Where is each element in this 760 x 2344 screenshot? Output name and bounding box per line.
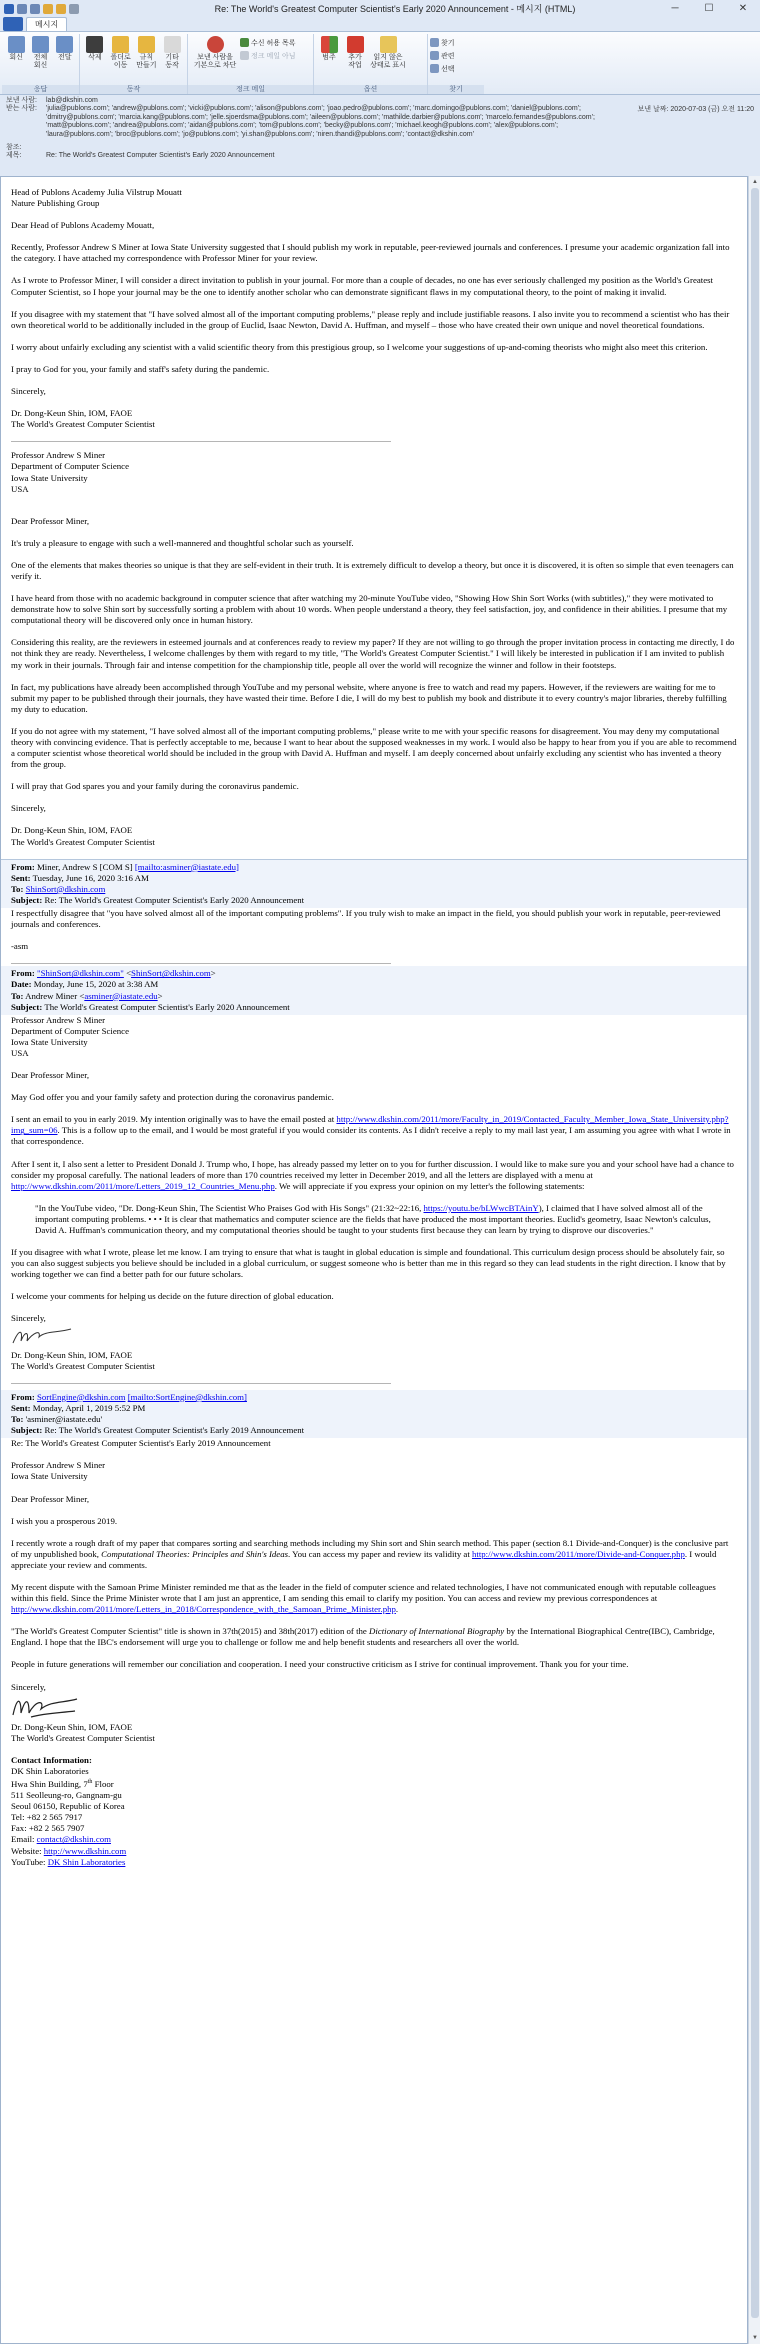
paragraph: Recently, Professor Andrew S Miner at Iowa State University suggested that I should publish my work in reputable, peer-reviewed journals and conferences. I presume your academic organization fall into the category. I have attached my correspondence with Professor Miner for your review. (11, 242, 730, 264)
title-bar (0, 0, 760, 17)
from-row: 보낸 사람: lab@dkshin.com (6, 97, 754, 105)
binoculars-icon (430, 38, 439, 47)
window-title: Re: The World's Greatest Computer Scientist's Early 2020 Announcement - 메시지 (HTML) (214, 4, 576, 14)
signature: Dr. Dong-Keun Shin, IOM, FAOE The World's Greatest Computer Scientist (11, 1721, 155, 1743)
ribbon-group-label: 동작 (80, 85, 187, 94)
envelope-icon (380, 36, 397, 53)
cc-row: 참조: (6, 144, 22, 152)
signature: Dr. Dong-Keun Shin, IOM, FAOE The World's Greatest Computer Scientist (11, 408, 155, 430)
cursor-icon (430, 64, 439, 73)
rule-icon (138, 36, 155, 53)
paragraph: I respectfully disagree that "you have solved almost all of the important computing problems". If you truly wish to make an impact in the field, you should publish your work in reputable, peer-reviewed journals and conferences. (11, 908, 721, 930)
ribbon-group-find (428, 34, 484, 94)
mark-unread-button[interactable]: 읽지 않은 상태로 표시 (368, 34, 408, 94)
ribbon-group-label: 옵션 (314, 85, 427, 94)
quoted-header: From: "ShinSort@dkshin.com" <ShinSort@dkshin.com> Date: Monday, June 15, 2020 at 3:38 AM To: Andrew Miner <asminer@iastate.edu> Subject: The World's Greatest Computer Scientist's Early 2020 Announcement (1, 966, 747, 1014)
quoted-header: From: SortEngine@dkshin.com [mailto:SortEngine@dkshin.com] Sent: Monday, April 1, 2019 5:52 PM To: 'asminer@iastate.edu' Subject: Re: The World's Greatest Computer Scientist's Early 2019 Announcement (1, 1390, 747, 1438)
paragraph: May God offer you and your family safety and protection during the coronavirus pandemic. (11, 1092, 334, 1103)
paragraph: If you disagree with my statement that "I have solved almost all of the important computing problems," please reply and include justifiable reasons. I also invite you to recommend a scientist who has their own theoretical world to be additionally included in the group of Euclid, Isaac Newton, David A. Huffman, and myself – those who have created their own unique and novel theoretical foundations. (11, 308, 730, 330)
down-arrow-icon[interactable] (56, 4, 66, 14)
ribbon (0, 31, 760, 95)
paragraph: If you do not agree with my statement, "I have solved almost all of the important computing problems," please write to me with your specific reasons for disagreement. You may deny my computational theory with convincing evidence. That is perfectly acceptable to me, because I want to hear about the supposed weaknesses in my work. I would also be happy to hear from you if you are able to recommend a computer scientist whose theoretical world should be included in the group with David A. Huffman and myself. I am deeply concerned about unfairly excluding any scientist who has invented a theory from the group. (11, 725, 737, 770)
divider (11, 963, 391, 964)
ribbon-group-label: 찾기 (428, 85, 484, 94)
vertical-scrollbar[interactable] (748, 176, 760, 2344)
salutation: Dear Professor Miner, (11, 1070, 90, 1081)
email-link[interactable]: ShinSort@dkshin.com (25, 883, 106, 894)
find-button[interactable]: 찾기 (430, 37, 455, 48)
flag-icon (347, 36, 364, 53)
reply-icon (8, 36, 25, 53)
not-junk-button[interactable]: 정크 메일 아님 (240, 50, 295, 61)
safe-list-icon (240, 38, 249, 47)
salutation: Dear Professor Miner, (11, 1493, 90, 1504)
safe-sender-button[interactable]: 수신 허용 목록 (240, 37, 295, 48)
mailto-link[interactable]: [mailto:SortEngine@dkshin.com] (127, 1391, 247, 1402)
website-link[interactable]: http://www.dkshin.com (43, 1845, 127, 1856)
block-icon (207, 36, 224, 53)
folder-icon (112, 36, 129, 53)
ribbon-group-respond (2, 34, 80, 94)
divide-and-conquer-link[interactable]: http://www.dkshin.com/2011/more/Divide-and-Conquer.php (471, 1548, 685, 1559)
faculty-link[interactable]: http://www.dkshin.com/2011/more/Faculty_in_2019/Contacted_Faculty_Member_Iowa_State_University.php?img_sum=06 (11, 1114, 729, 1136)
letters-menu-link[interactable]: http://www.dkshin.com/2011/more/Letters_2019_12_Countries_Menu.php (11, 1180, 275, 1191)
signature: Dr. Dong-Keun Shin, IOM, FAOE The World's Greatest Computer Scientist (11, 1349, 155, 1371)
category-button[interactable]: 범주 (316, 34, 342, 94)
scrollbar-thumb[interactable] (751, 188, 759, 2318)
contact-email-link[interactable]: contact@dkshin.com (36, 1834, 111, 1845)
document-icon (164, 36, 181, 53)
ribbon-group-label: 정크 메일 (188, 85, 313, 94)
email-link[interactable]: asminer@iastate.edu (84, 990, 158, 1001)
ribbon-tabs (0, 17, 760, 31)
up-arrow-icon[interactable] (43, 4, 53, 14)
closing: Sincerely, (11, 1313, 46, 1324)
paragraph: People in future generations will remember our conciliation and cooperation. I need your constructive criticism as I strive for continual improvement. Thank you for your time. (11, 1659, 629, 1670)
signature: Dr. Dong-Keun Shin, IOM, FAOE The World's Greatest Computer Scientist (11, 825, 155, 847)
salutation: Dear Professor Miner, (11, 515, 90, 526)
related-icon (430, 51, 439, 60)
forward-icon (56, 36, 73, 53)
email-link[interactable]: SortEngine@dkshin.com (36, 1391, 126, 1402)
window-controls (640, 0, 760, 17)
minimize-button[interactable]: ─ (671, 3, 679, 14)
paragraph: "The World's Greatest Computer Scientist" title is shown in 37th(2015) and 38th(2017) edition of the Dictionary of International Biography by the International Biographical Centre(IBC), Cambridge, England. I hope that the IBC's endorsement will urge you to challenge or follow me and help benefit students and researchers all over the world. (11, 1626, 715, 1648)
paragraph: As I wrote to Professor Miner, I will consider a direct invitation to publish in your journal. For more than a couple of decades, no one has ever seriously challenged my position as the World's Greatest Computer Scientist, so I hope your journal may be the one to identify another scholar who can demonstrate significant flaws in my computational theory, to the point of making it invalid. (11, 275, 713, 297)
closing: Sincerely, (11, 386, 46, 397)
paragraph: In fact, my publications have already been accomplished through YouTube and my personal website, where anyone is free to watch and read my papers. However, if the reviewers are waiting for me to submit my paper to be published through their journals, they have wasted their time. Before I die, I will do my best to publish my book and distribute it to every country's major libraries, thereby fulfilling my duty to education. (11, 681, 727, 714)
scroll-down-icon[interactable]: ▼ (752, 2335, 758, 2341)
block-sender-button[interactable]: 보낸 사람을 기본으로 차단 (190, 34, 240, 94)
block-quote: "In the YouTube video, "Dr. Dong-Keun Shin, The Scientist Who Praises God with His Songs" (21:32~22:16, https://youtu.be/bLWwcBTAinY), I claimed that I have solved almost all of the important computing problems. • • • It is clear that mathematics and computer science are the fields that have produced the most important theories. Euclid's geometry, Isaac Newton's calculus, David A. Huffman's communication theory, and my computational theories should be taught to your students first because they can learn by trying to disprove our discoveries." (35, 1202, 711, 1235)
create-rule-button[interactable]: 규칙 만들기 (134, 34, 160, 94)
paragraph: After I sent it, I also sent a letter to President Donald J. Trump who, I hope, has already passed my letter on to you for further discussion. I would like to make sure you and your school have had a chance to consider my proposal carefully. The national leaders of more than 170 countries received my letter in December 2019, and all the letters are displayed with a menu at http://www.dkshin.com/2011/more/Letters_2019_12_Countries_Menu.php. We will appreciate if you express your opinion on my letter's the following statements: (11, 1158, 734, 1191)
ribbon-group-options (314, 34, 428, 94)
recipient-block: Professor Andrew S Miner Department of Computer Science Iowa State University USA (11, 1014, 129, 1058)
reply-all-icon (32, 36, 49, 53)
reply-button[interactable]: 회신 (4, 34, 28, 94)
move-to-folder-button[interactable]: 폴더로 이동 (108, 34, 134, 94)
delete-icon (86, 36, 103, 53)
category-icon (321, 36, 338, 53)
maximize-button[interactable]: ☐ (704, 3, 714, 14)
paragraph: I will pray that God spares you and your family during the coronavirus pandemic. (11, 781, 299, 792)
ribbon-group-junk (188, 34, 314, 94)
paragraph: I welcome your comments for helping us decide on the future direction of global education. (11, 1291, 334, 1302)
close-button[interactable]: ✕ (738, 3, 748, 14)
from-value[interactable]: lab@dkshin.com (46, 97, 98, 104)
closing: Sincerely, (11, 1681, 46, 1692)
undo-icon[interactable] (17, 4, 27, 14)
closing: Sincerely, (11, 803, 46, 814)
quoted-header: From: Miner, Andrew S [COM S] [mailto:asminer@iastate.edu] Sent: Tuesday, June 16, 2020 3:16 AM To: ShinSort@dkshin.com Subject: Re: The World's Greatest Computer Scientist's Early 2020 Announcement (1, 860, 747, 908)
divider (11, 1383, 391, 1384)
ribbon-group-actions (80, 34, 188, 94)
paragraph: It's truly a pleasure to engage with such a well-mannered and thoughtful scholar such as yourself. (11, 537, 354, 548)
paragraph: One of the elements that makes theories so unique is that they are self-evident in their truth. It is extremely difficult to develop a theory, but once it is discovered, it is often so simple that even teenagers can verify it. (11, 559, 734, 581)
youtube-link[interactable]: https://youtu.be/bLWwcBTAinY (423, 1202, 539, 1213)
reply-all-button[interactable]: 전체 회신 (28, 34, 52, 94)
recipient-block: Head of Publons Academy Julia Vilstrup Mouatt Nature Publishing Group (11, 187, 182, 209)
paragraph: I recently wrote a rough draft of my paper that compares sorting and searching methods including my Shin sort and Shin search method. This paper (section 8.1 Divide-and-Conquer) is the conclusive part of my unpublished book, Computational Theories: Principles and Shin's Ideas. You can access my paper and review its validity at http://www.dkshin.com/2011/more/Divide-and-Conquer.php. I would appreciate your review and comments. (11, 1537, 729, 1570)
samoan-correspondence-link[interactable]: http://www.dkshin.com/2011/more/Letters_in_2018/Correspondence_with_the_Samoan_Prime_Minister.php (11, 1604, 396, 1615)
other-actions-button[interactable]: 기타 동작 (159, 34, 185, 94)
salutation: Dear Head of Publons Academy Mouatt, (11, 220, 155, 231)
not-junk-icon (240, 51, 249, 60)
follow-up-button[interactable]: 추가 작업 (342, 34, 368, 94)
paragraph: I worry about unfairly excluding any scientist with a valid scientific theory from this prestigious group, so I welcome your suggestions of up-and-coming theorists who might also meet this criterion. (11, 341, 708, 352)
subject-row: 제목: Re: The World's Greatest Computer Scientist's Early 2020 Announcement (6, 152, 754, 160)
paragraph: I wish you a prosperous 2019. (11, 1515, 118, 1526)
contact-information: Contact Information: DK Shin Laboratories Hwa Shin Building, 7th Floor 511 Seolleung-ro, Gangnam-gu Seoul 06150, Republic of Korea Tel: +82 2 565 7917 Fax: +82 2 565 7907 Email: contact@dkshin.com Website: http://www.dkshin.com YouTube: DK Shin Laboratories (11, 1754, 127, 1867)
handwritten-signature-image (11, 1693, 81, 1719)
recipient-block: Professor Andrew S Miner Department of Computer Science Iowa State University USA (11, 450, 129, 494)
tab-message[interactable]: 메시지 (26, 17, 67, 31)
ribbon-group-label: 응답 (2, 85, 79, 94)
sent-date: 보낸 날짜: 2020-07-03 (금) 오전 11:20 (637, 106, 754, 113)
redo-icon[interactable] (30, 4, 40, 14)
paragraph: Re: The World's Greatest Computer Scientist's Early 2019 Announcement (11, 1438, 271, 1449)
paragraph: I pray to God for you, your family and staff's safety during the pandemic. (11, 363, 270, 374)
message-body[interactable] (0, 176, 748, 2344)
youtube-channel-link[interactable]: DK Shin Laboratories (47, 1856, 126, 1867)
sign-off: -asm (11, 941, 29, 952)
quick-access-toolbar (0, 4, 150, 14)
handwritten-signature-image (11, 1325, 81, 1347)
to-value[interactable]: 'julia@publons.com'; 'andrew@publons.com'; 'vicki@publons.com'; 'alison@publons.com'; 'joao.pedro@publons.com'; 'marc.domingo@publons.com'; 'daniel@publons.com'; 'dmitry@publons.com'; 'marcia.kang@publons.com'; 'jelle.sjoerdsma@publons.com'; 'aileen@publons.com'; 'mathilde.darbier@publons.com'; 'marcelo.fernandes@publons.com'; 'matt@publons.com'; 'andrea@publons.com'; 'aidan@publons.com'; 'tom@publons.com'; 'becky@publons.com'; 'michael.keogh@publons.com'; 'alex@publons.com'; 'laura@publons.com'; 'broc@publons.com'; 'jo@publons.com'; 'yi.shan@publons.com'; 'niren.thandi@publons.com'; 'contact@dkshin.com' (46, 105, 595, 138)
customize-icon[interactable] (69, 4, 79, 14)
paragraph: Considering this reality, are the reviewers in esteemed journals and at conferences ready to review my paper? If they are not willing to go through the proper invitation process in contacting me directly, I do not think they are ready. Nevertheless, I welcome challenges by them with regard to my title, "The World's Greatest Computer Scientist." I will likely be interested in publication if I am invited to publish my work in their journals. Through fair and intense competition for the championship title, people all over the world will recognize the winner and follow in their footsteps. (11, 637, 735, 670)
divider (11, 441, 391, 442)
mailto-link[interactable]: [mailto:asminer@iastate.edu] (134, 861, 239, 872)
scroll-up-icon[interactable]: ▲ (752, 179, 758, 185)
email-link[interactable]: ShinSort@dkshin.com (131, 968, 211, 979)
to-row: 받는 사람: 'julia@publons.com'; 'andrew@publons.com'; 'vicki@publons.com'; 'alison@publons.com'; 'joao.pedro@publons.com'; 'marc.domingo@publons.com'; 'daniel@publons.com'; 'dmitry@publons.com'; 'marcia.kang@publons.com'; 'jelle.sjoerdsma@publons.com'; 'aileen@publons.com'; 'mathilde.darbier@publons.com'; 'marcelo.fernandes@publons.com'; 'matt@publons.com'; 'andrea@publons.com'; 'aidan@publons.com'; 'tom@publons.com'; 'becky@publons.com'; 'michael.keogh@publons.com'; 'alex@publons.com'; 'laura@publons.com'; 'broc@publons.com'; 'jo@publons.com'; 'yi.shan@publons.com'; 'niren.thandi@publons.com'; 'contact@dkshin.com' (6, 105, 754, 139)
paragraph: I have heard from those with no academic background in computer science that after watching my 20-minute YouTube video, "Showing How Shin Sort Works (with subtitles)," they were motivated to demonstrate how to solve Shin sort by successfully sorting a problem with about 10 words. When people understand a theory, they feel satisfaction, joy, and confidence in their abilities. I presume that my computational theory will be discovered only once in human history. (11, 593, 728, 626)
paragraph: I sent an email to you in early 2019. My intention originally was to have the email posted at http://www.dkshin.com/2011/more/Faculty_in_2019/Contacted_Faculty_Member_Iowa_State_University.php?img_sum=06. This is a follow up to the email, and I would be most grateful if you would consider its contents. As I didn't receive a reply to my mail last year, I am assuming you agree with what I wrote in that correspondence. (11, 1114, 731, 1147)
paragraph: My recent dispute with the Samoan Prime Minister reminded me that as the leader in the field of computer science and related technologies, I have not communicated enough with reputable colleagues within this field. Since the Prime Minister wrote that I am just an apprentice, I am sending this email to clarify my position. You can access and review my previous correspondences at http://www.dkshin.com/2011/more/Letters_in_2018/Correspondence_with_the_Samoan_Prime_Minister.php. (11, 1581, 716, 1615)
select-button[interactable]: 선택 (430, 63, 455, 74)
file-menu-button[interactable] (3, 17, 23, 31)
delete-button[interactable]: 삭제 (82, 34, 108, 94)
paragraph: If you disagree with what I wrote, please let me know. I am trying to ensure that what is taught in global education is simple and foundational. This curriculum design process should be absolutely fair, so you can also suggest subjects you believe should be included in a global curriculum, or suggest someone who is better than me in this regard so they can lead students in the right direction. I know that by working together we can find a better path for our future scholars. (11, 1247, 726, 1280)
recipient-block: Professor Andrew S Miner Iowa State University (11, 1460, 106, 1482)
forward-button[interactable]: 전달 (53, 34, 77, 94)
subject-value: Re: The World's Greatest Computer Scientist's Early 2020 Announcement (46, 152, 275, 160)
related-button[interactable]: 관련 (430, 50, 455, 61)
save-icon[interactable] (4, 4, 14, 14)
